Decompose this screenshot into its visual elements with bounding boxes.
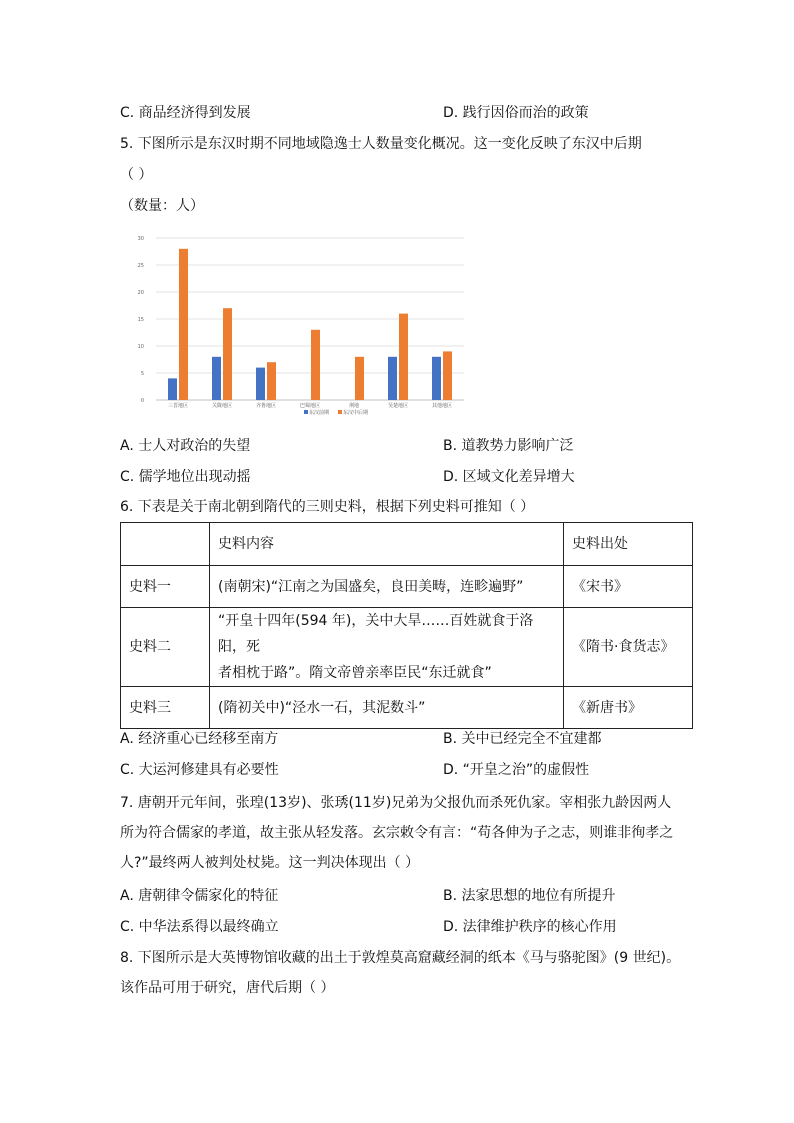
x-tick-label: 其他地区 xyxy=(431,403,453,409)
bar-late xyxy=(355,357,364,400)
y-tick-label: 25 xyxy=(138,263,144,269)
table-header-row xyxy=(121,523,693,566)
q6-stem: 6. 下表是关于南北朝到隋代的三则史料，根据下列史料可推知（ ） xyxy=(120,499,535,515)
bar-late xyxy=(311,330,320,400)
table-row xyxy=(121,608,693,687)
bar-late xyxy=(399,314,408,400)
table-header-content: 史料内容 xyxy=(210,523,564,566)
table-row xyxy=(121,566,693,608)
row-source: 《隋书·食货志》 xyxy=(564,608,693,687)
legend-swatch xyxy=(338,410,342,414)
q5-unit-label: （数量：人） xyxy=(120,198,204,214)
row-content xyxy=(210,608,564,687)
bar-early xyxy=(256,368,265,400)
row-label: 史料一 xyxy=(121,566,210,608)
q5-option-a: A. 士人对政治的失望 xyxy=(120,438,251,454)
row-source: 《新唐书》 xyxy=(564,687,693,729)
x-tick-label: 齐鲁地区 xyxy=(255,403,277,409)
bar-early xyxy=(212,357,221,400)
row-content-line: (南朝宋)“江南之为国盛矣，良田美畴，连畛遍野” xyxy=(218,578,524,595)
bar-late xyxy=(443,351,452,400)
q5-option-b: B. 道教势力影响广泛 xyxy=(443,438,574,454)
y-tick-label: 15 xyxy=(138,317,144,323)
q5-blank: （ ） xyxy=(120,167,153,183)
row-content-line: 者相枕于路”。隋文帝曾亲率臣民“东迁就食” xyxy=(218,665,492,681)
x-tick-label: 吴楚地区 xyxy=(387,403,409,409)
q7-option-c: C. 中华法系得以最终确立 xyxy=(120,919,279,935)
x-tick-label: 巴蜀地区 xyxy=(299,403,321,409)
q8-stem-line: 该作品可用于研究，唐代后期（ ） xyxy=(120,980,335,996)
q6-option-c: C. 大运河修建具有必要性 xyxy=(120,762,279,778)
y-tick-label: 30 xyxy=(138,236,144,242)
legend-label: 东汉前期 xyxy=(309,410,330,416)
table-header-blank xyxy=(121,523,210,566)
q7-option-b: B. 法家思想的地位有所提升 xyxy=(443,888,616,904)
table-header-source: 史料出处 xyxy=(564,523,693,566)
q8-stem-line: 8. 下图所示是大英博物馆收藏的出土于敦煌莫高窟藏经洞的纸本《马与骆驼图》(9 世纪)。 xyxy=(120,950,681,966)
q7-stem-line: 7. 唐朝开元年间，张瑝(13岁)、张琇(11岁)兄弟为父报仇而杀死仇家。宰相张九龄因两人 xyxy=(120,795,672,811)
row-content-line: “开皇十四年(594 年)，关中大旱……百姓就食于洛阳，死 xyxy=(218,613,534,655)
y-tick-label: 5 xyxy=(140,371,144,377)
row-label: 史料三 xyxy=(121,687,210,729)
q5-option-d: D. 区域文化差异增大 xyxy=(443,469,575,485)
row-label: 史料二 xyxy=(121,608,210,687)
bar-early xyxy=(432,357,441,400)
q7-stem-line: 所为符合儒家的孝道，故主张从轻发落。玄宗敕令有言：“苟各伸为子之志，则谁非徇孝之 xyxy=(120,825,674,841)
legend-swatch xyxy=(304,410,308,414)
q4-option-d: D. 践行因俗而治的政策 xyxy=(443,105,589,121)
q5-option-c: C. 儒学地位出现动摇 xyxy=(120,469,251,485)
bar-late xyxy=(223,308,232,400)
table-row xyxy=(121,687,693,729)
row-source: 《宋书》 xyxy=(564,566,693,608)
x-tick-label: 三晋地区 xyxy=(167,403,189,409)
row-content xyxy=(210,566,564,608)
x-tick-label: 关陇地区 xyxy=(211,403,233,409)
row-content-line: (隋初关中)“泾水一石，其泥数斗” xyxy=(218,699,426,716)
bar-early xyxy=(168,378,177,400)
q7-stem-line: 人?”最终两人被判处杖毙。这一判决体现出（ ） xyxy=(120,855,420,871)
q5-stem: 5. 下图所示是东汉时期不同地域隐逸士人数量变化概况。这一变化反映了东汉中后期 xyxy=(120,136,642,152)
source-table xyxy=(120,522,693,729)
q7-option-d: D. 法律维护秩序的核心作用 xyxy=(443,919,617,935)
y-tick-label: 0 xyxy=(140,398,144,404)
bar-chart xyxy=(138,230,468,420)
y-tick-label: 10 xyxy=(138,344,144,350)
q6-option-d: D. “开皇之治”的虚假性 xyxy=(443,762,590,778)
q4-option-c: C. 商品经济得到发展 xyxy=(120,105,251,121)
bar-late xyxy=(179,249,188,400)
q7-option-a: A. 唐朝律令儒家化的特征 xyxy=(120,888,279,904)
y-tick-label: 20 xyxy=(138,290,144,296)
q6-option-a: A. 经济重心已经移至南方 xyxy=(120,731,279,747)
q6-option-b: B. 关中已经完全不宜建都 xyxy=(443,731,602,747)
bar-early xyxy=(388,357,397,400)
x-tick-label: 荆地 xyxy=(348,403,360,409)
row-content xyxy=(210,687,564,729)
bar-late xyxy=(267,362,276,400)
legend-label: 东汉中后期 xyxy=(343,410,369,416)
